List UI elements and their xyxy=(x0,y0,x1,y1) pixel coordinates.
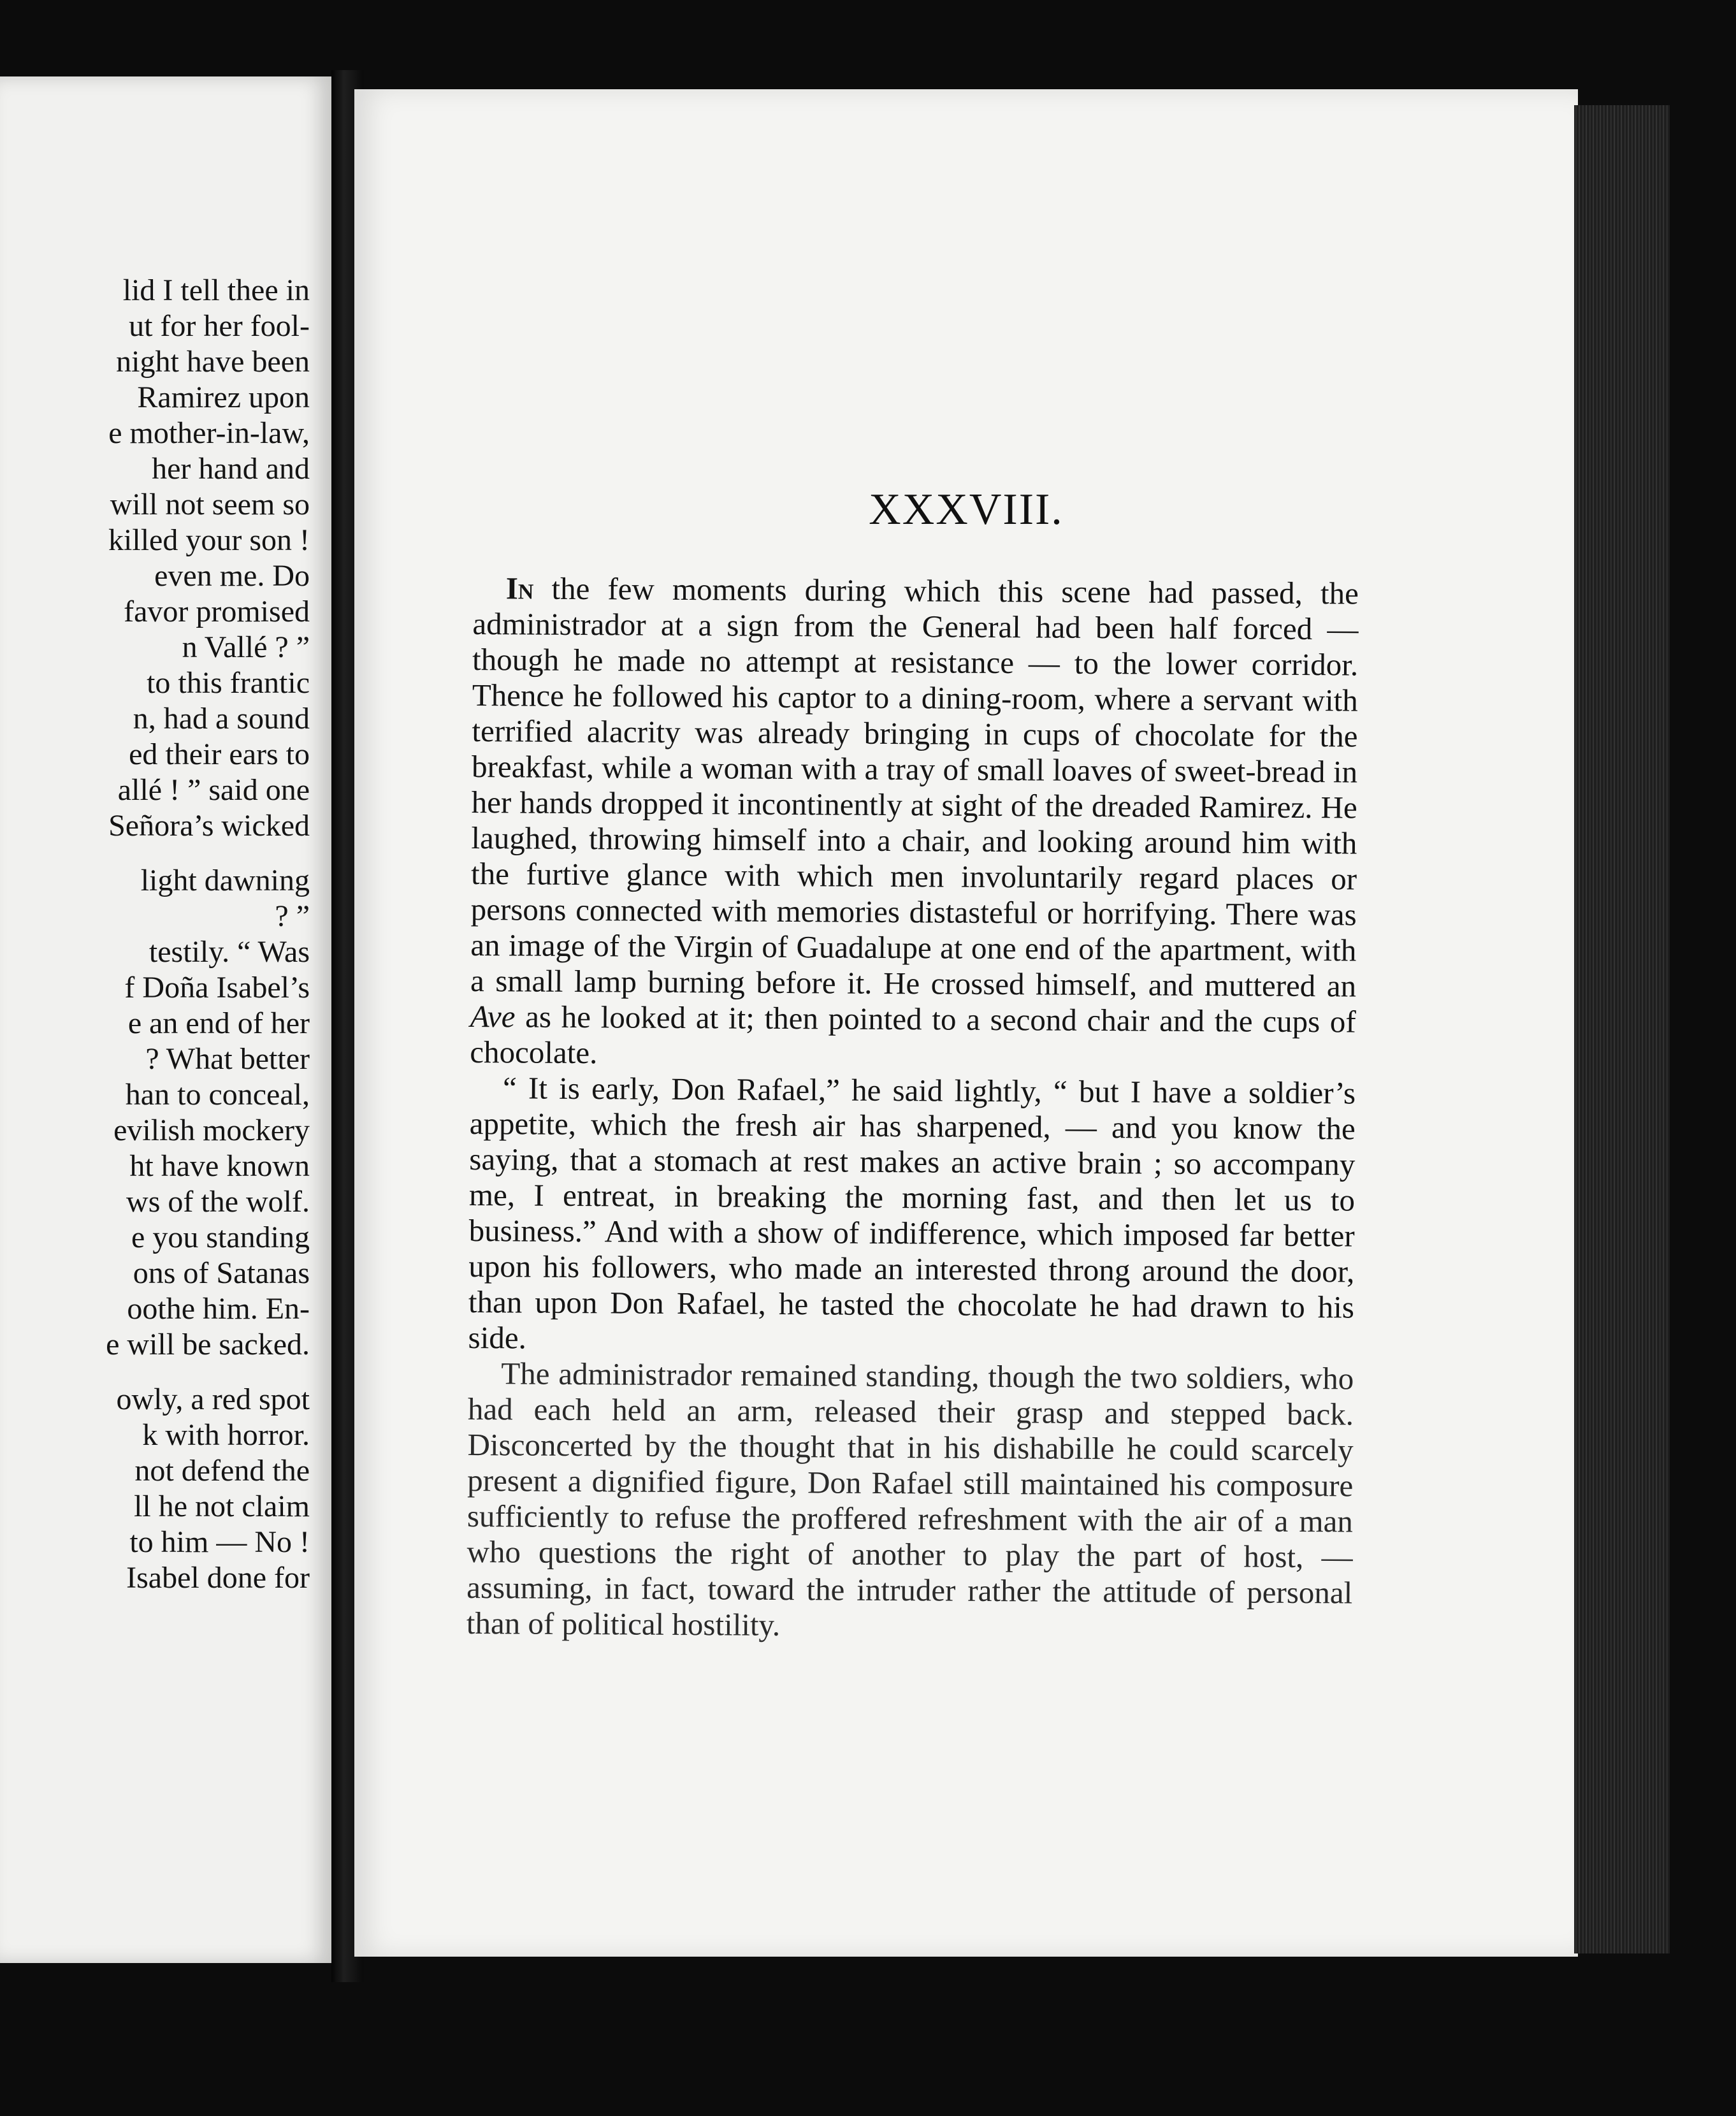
left-page-paragraph-gap xyxy=(4,1363,310,1382)
paragraph-1-text-a: the few moments during which this scene had passed, the administrador at a sign from the General had been half forced — though he made no attempt at resistance — to the lower corridor. Thence he followed his captor to a dining-room, where a servant with terrified alacrity was already bringing in cups of chocolate for the breakfast, while a woman with a tray of small loaves of sweet-bread in her hands dropped it incontinently at sight of the dreaded Ramirez. He laughed, throwing himself into a chair, and looking around him with the furtive glance with which men involuntarily regard places or persons connected with memories distasteful or horrifying. There was an image of the Virgin of Guadalupe at one end of the apartment, with a small lamp burning before it. He crossed himself, and muttered an xyxy=(470,570,1359,1004)
left-page-text-column xyxy=(4,273,310,1596)
paragraph-2: “ It is early, Don Rafael,” he said lightly, “ but I have a soldier’s appetite, which the fresh air has sharpened, — and you know the saying, that a stomach at rest makes an active brain ; so accompany me, I entreat, in breaking the morning fast, and then let us to business.” And with a show of indifference, which imposed far better upon his followers, who made an interested throng around the door, than upon Don Rafael, he tasted the chocolate he had drawn to his side. xyxy=(468,1070,1356,1356)
paragraph-1-ave: Ave xyxy=(470,998,516,1034)
chapter-body xyxy=(467,570,1359,1646)
paragraph-1-lead-word: In xyxy=(505,570,534,606)
left-page-line: will not seem so xyxy=(110,488,310,521)
left-page xyxy=(0,76,334,1963)
left-page-line: ? ” xyxy=(275,899,310,933)
left-page-line: Ramirez upon xyxy=(137,380,310,414)
left-page-line: ons of Satanas xyxy=(133,1256,310,1290)
left-page-line: f Doña Isabel’s xyxy=(124,971,310,1004)
left-page-line: n Vallé ? ” xyxy=(182,630,310,664)
paragraph-1-text-b: as he looked at it; then pointed to a second chair and the cups of chocolate. xyxy=(470,999,1356,1071)
left-page-line: Isabel done for xyxy=(126,1561,310,1595)
right-page xyxy=(354,89,1578,1957)
left-page-line: e an end of her xyxy=(127,1006,310,1040)
left-page-line: night have been xyxy=(116,345,310,379)
paragraph-3: The administrador remained standing, though the two soldiers, who had each held an arm, released their grasp and stepped back. Disconcerted by the thought that in his dishabille he could scarcely present a dignified figure, Don Rafael still maintained his composure sufficiently to refuse the proffered refreshment with the air of a man who questions the right of another to play the part of host, — assuming, in fact, toward the intruder rather the attitude of personal than of political hostility. xyxy=(466,1356,1354,1642)
left-page-line: han to conceal, xyxy=(125,1078,310,1112)
left-page-line: ut for her fool- xyxy=(129,309,310,343)
left-page-line: k with horror. xyxy=(142,1418,310,1452)
left-page-line: her hand and xyxy=(152,452,310,486)
left-page-paragraph-gap xyxy=(4,844,310,863)
left-page-line: testily. “ Was xyxy=(148,935,310,969)
left-page-line: oothe him. En- xyxy=(127,1292,310,1326)
left-page-line: light dawning xyxy=(140,864,310,897)
left-page-line: e will be sacked. xyxy=(106,1328,310,1361)
left-page-line: ed their ears to xyxy=(129,737,310,771)
left-page-line: Señora’s wicked xyxy=(108,809,310,843)
left-page-line: to him — No ! xyxy=(129,1525,310,1559)
left-page-line: to this frantic xyxy=(147,666,310,700)
left-page-line: lid I tell thee in xyxy=(122,273,310,307)
paragraph-1 xyxy=(470,570,1359,1075)
left-page-line: ht have known xyxy=(129,1149,310,1183)
left-page-line: killed your son ! xyxy=(108,523,310,557)
chapter-heading: XXXVIII. xyxy=(869,485,1064,534)
left-page-line: allé ! ” said one xyxy=(117,773,310,807)
left-page-line: not defend the xyxy=(134,1454,310,1488)
left-page-line: e mother-in-law, xyxy=(108,416,310,450)
left-page-line: owly, a red spot xyxy=(116,1382,310,1416)
left-page-line: even me. Do xyxy=(154,559,310,593)
left-page-line: e you standing xyxy=(131,1221,310,1254)
left-page-line: evilish mockery xyxy=(113,1113,310,1147)
left-page-line: favor promised xyxy=(124,595,310,628)
left-page-line: ? What better xyxy=(145,1042,310,1076)
page-stack-edges xyxy=(1574,105,1670,1953)
left-page-line: ws of the wolf. xyxy=(126,1185,310,1219)
left-page-line: n, had a sound xyxy=(133,702,310,736)
left-page-line: ll he not claim xyxy=(134,1489,310,1523)
